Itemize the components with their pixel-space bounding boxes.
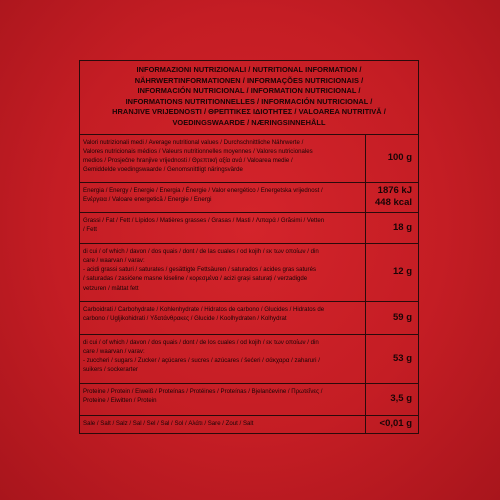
row-label (80, 416, 366, 433)
label-line: - zuccheri / sugars / Zucker / açúcares / sucres / azúcares / šećeri / σάκχαρα / zaharuri / (83, 357, 320, 365)
label-line: Gemiddelde voedingswaarde / Genomsnittligt näringsvärde (83, 166, 243, 174)
label-line: Proteine / Protein / Eiweiß / Proteínas / Protéines / Proteínas / Bjelančevine / Πρωτεΐνες / (83, 387, 323, 395)
row-salt (80, 416, 418, 433)
label-line: vetzuren / mättat fett (83, 284, 139, 292)
row-fat (80, 213, 418, 244)
row-label (80, 183, 366, 212)
label-line: Valori nutrizionali medi / Average nutritional values / Durchschnittliche Nährwerte / (83, 138, 304, 146)
label-line: di cui / of which / davon / dos quais / dont / de los cuales / od kojih / εκ των οποίων / din (83, 338, 319, 346)
label-line: medios / Prosječne hranjive vrijednosti / Θρεπτική αξία ανά / Valoarea medie / (83, 157, 293, 165)
label-line: Sale / Salt / Salz / Sal / Sel / Sal / Sol / Αλάτι / Sare / Zout / Salt (83, 419, 254, 427)
row-saturates (80, 244, 418, 302)
row-label (80, 213, 366, 243)
value-text: 1876 kJ (377, 185, 412, 197)
row-value (366, 335, 418, 383)
label-line: / Fett (83, 225, 97, 233)
label-line: carbono / Ugljikohidrati / Υδατάνθρακες / Glucide / Koolhydraten / Kolhydrat (83, 314, 287, 322)
row-energy (80, 183, 418, 213)
header-line: INFORMACIÓN NUTRICIONAL / INFORMATION NUTRICIONAL / (137, 86, 361, 96)
row-protein (80, 384, 418, 416)
table-header (80, 61, 418, 135)
header-line: HRANJIVE VRIJEDNOSTI / ΘΡΕΠΤΙΚΕΣ ΙΔΙΟΤΗΤΕΣ / VALOAREA NUTRITIVĂ / (112, 107, 386, 117)
header-line: NÄHRWERTINFORMATIONEN / INFORMAÇÕES NUTRICIONAIS / (134, 75, 364, 85)
value-text: 3,5 g (390, 393, 412, 405)
row-label (80, 135, 366, 182)
row-value (366, 135, 418, 182)
row-label (80, 244, 366, 301)
row-sugars (80, 335, 418, 384)
row-value (366, 384, 418, 415)
header-line: INFORMATIONS NUTRITIONNELLES / INFORMACIÓN NUTRICIONAL / (125, 96, 373, 106)
row-value (366, 213, 418, 243)
label-line: / saturadas / zasićene masne kiseline / κορεσμένα / acizi grași saturați / verzadigde (83, 275, 308, 283)
row-value (366, 302, 418, 334)
header-line: INFORMAZIONI NUTRIZIONALI / NUTRITIONAL INFORMATION / (136, 65, 362, 74)
value-text: <0,01 g (379, 418, 412, 430)
value-text: 12 g (392, 266, 412, 278)
row-carbohydrate (80, 302, 418, 335)
label-line: Carboidrati / Carbohydrate / Kohlenhydrate / Hidratos de carbono / Glucides / Hidratos de (83, 305, 325, 313)
header-line: VOEDINGSWAARDE / NÆRINGSINNEHÅLL (172, 117, 326, 127)
label-line: - acidi grassi saturi / saturates / gesättigte Fettsäuren / saturados / acides gras saturés (83, 266, 317, 274)
label-line: Proteine / Eiwitten / Protein (83, 396, 157, 404)
value-text: 448 kcal (375, 197, 412, 209)
label-line: care / waarvan / varav: (83, 256, 145, 264)
row-value (366, 416, 418, 433)
row-average-values (80, 135, 418, 183)
label-line: Ενέργεια / Valoare energetică / Energie / Energi (83, 195, 212, 203)
label-line: suikers / sockerarter (83, 366, 138, 374)
row-label (80, 335, 366, 383)
label-line: Valores nutricionais médios / Valeurs nutritionnelles moyennes / Valores nutricionales (83, 147, 313, 155)
value-text: 100 g (387, 152, 412, 164)
value-text: 53 g (392, 352, 412, 364)
row-label (80, 384, 366, 415)
label-line: care / waarvan / varav: (83, 347, 145, 355)
label-line: Energia / Energy / Energie / Energia / Énergie / Valor energético / Energetska vrijednost / (83, 186, 323, 194)
nutrition-table (79, 60, 419, 434)
row-label (80, 302, 366, 334)
row-value (366, 244, 418, 301)
row-value (366, 183, 418, 212)
label-line: di cui / of which / davon / dos quais / dont / de las cuales / od kojih / εκ των οποίων / din (83, 247, 319, 255)
value-text: 59 g (392, 311, 412, 323)
label-line: Grassi / Fat / Fett / Lípidos / Matières grasses / Grasas / Masti / Λιπαρά / Grăsimi / Vetten (83, 216, 325, 224)
value-text: 18 g (392, 221, 412, 233)
